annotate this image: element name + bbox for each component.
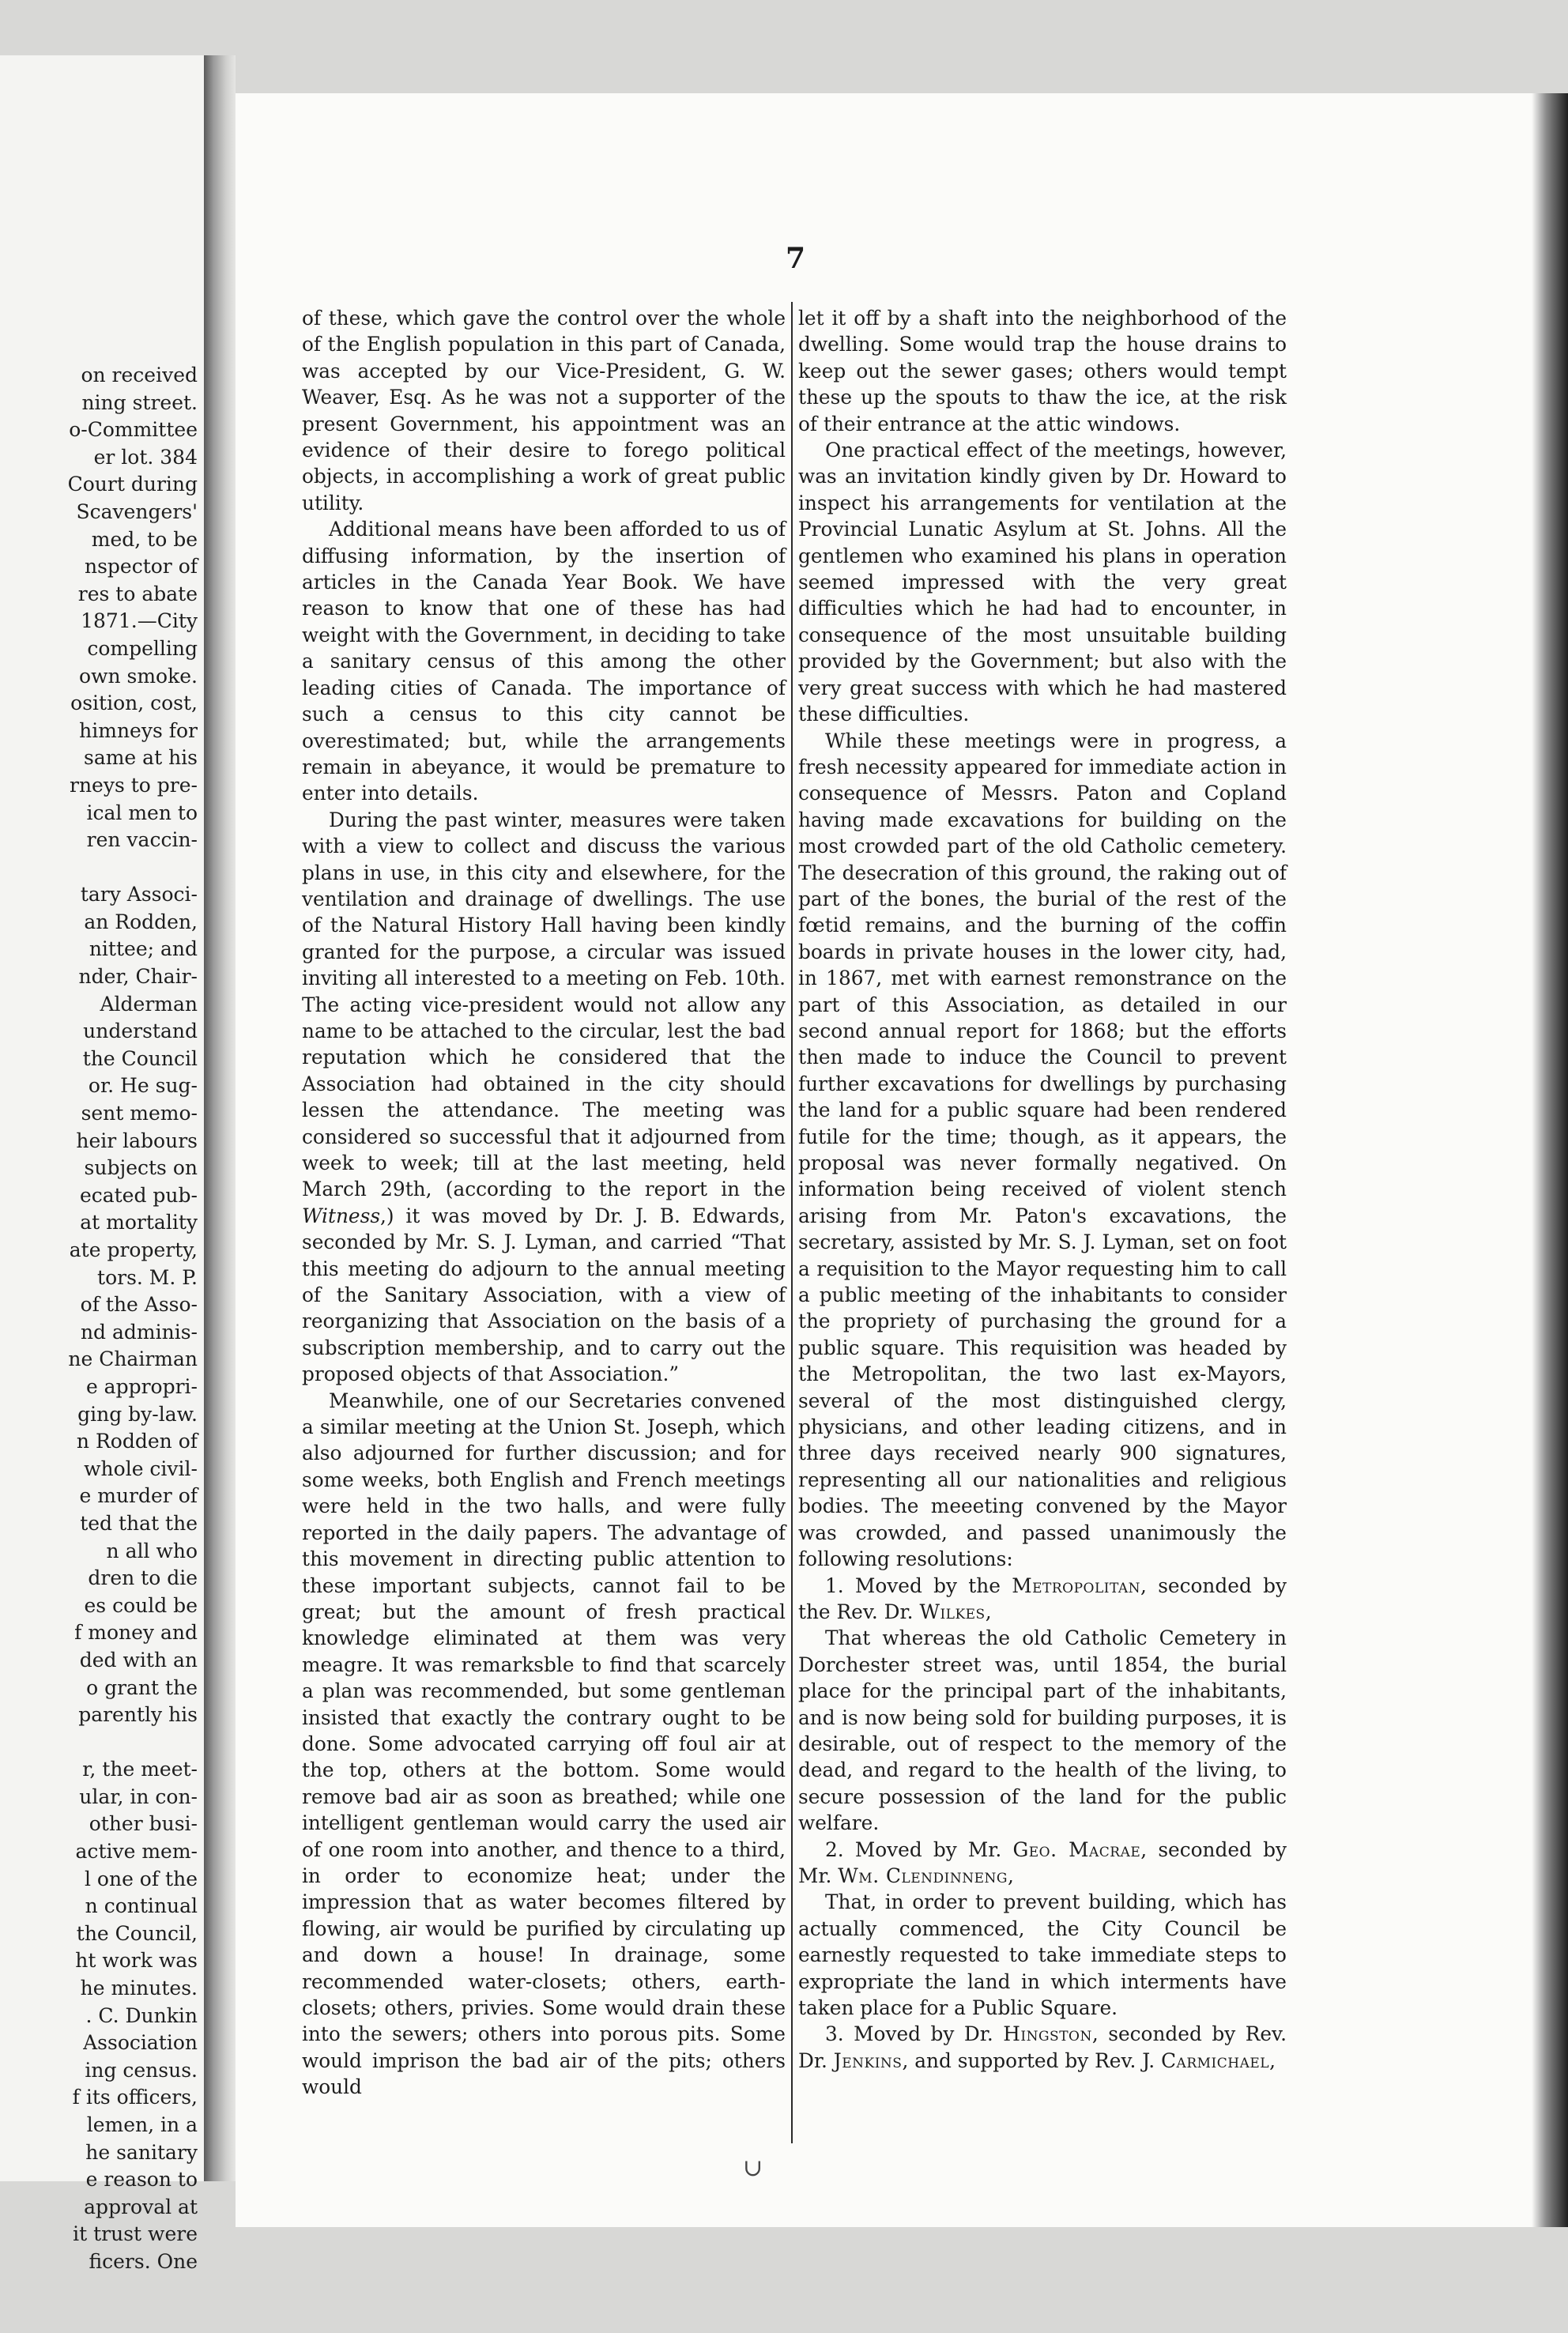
previous-page-line: n all who — [106, 1539, 198, 1562]
right-column — [798, 305, 1287, 2074]
previous-page-line — [0, 854, 198, 882]
previous-page-line: e murder of — [79, 1484, 198, 1508]
previous-page-line: e appropri- — [85, 1374, 198, 1398]
previous-page-line: approval at — [84, 2195, 198, 2218]
previous-page-line: ecated pub- — [79, 1183, 198, 1207]
previous-page-line: nd adminis- — [80, 1320, 198, 1344]
previous-page-line: Association — [83, 2031, 198, 2055]
newspaper-title: Witness — [302, 1204, 381, 1227]
previous-page-line: nspector of — [84, 555, 198, 579]
previous-page-line: ded with an — [79, 1648, 198, 1672]
previous-page-line: ted that the — [80, 1511, 198, 1535]
previous-page-line: osition, cost, — [70, 692, 198, 715]
left-column — [302, 305, 786, 2101]
previous-page-line: ficers. One — [89, 2249, 198, 2273]
previous-page-line: n continual — [85, 1894, 198, 1918]
paragraph: One practical effect of the meetings, however, was an invitation kindly given by Dr. Howard to inspect his arrangements for ventilation at the Provincial Lunatic Asylum at St. Johns. All the gentlemen who examined his plans in operation seemed impressed with the very great difficulties which he had had to encounter, in consequence of the most unsuitable building provided by the Government; but also with the very great success with which he had mastered these difficulties. — [798, 439, 1287, 726]
previous-page-line: the Council, — [76, 1921, 198, 1945]
previous-page-line: f its officers, — [72, 2086, 198, 2109]
previous-page-line: e reason to — [85, 2168, 198, 2192]
previous-page-line: ging by-law. — [77, 1402, 198, 1426]
previous-page-line: active mem- — [75, 1840, 198, 1864]
previous-page-line: ning street. — [81, 390, 198, 414]
previous-page-line: parently his — [78, 1703, 198, 1727]
previous-page-line: tors. M. P. — [97, 1265, 198, 1289]
previous-page-line: o-Committee — [69, 418, 198, 442]
previous-page-line: of the Asso- — [80, 1293, 198, 1317]
previous-page-line: nder, Chair- — [78, 965, 198, 989]
previous-page — [0, 55, 204, 2273]
previous-page-line: ing census. — [85, 2058, 198, 2082]
previous-page-line: subjects on — [84, 1156, 198, 1180]
paragraph: Additional means have been afforded to us of diffusing information, by the insertion of articles in the Canada Year Book. We have reason to know that one of these has had weight with the Government, in deciding to take a sanitary census of this among the other leading cities of Canada. The importance of such a census to this city cannot be overestimated; but, while the arrangements remain in abeyance, it would be premature to enter into details. — [302, 518, 786, 805]
page-edge-shadow — [1532, 93, 1568, 2227]
previous-page-line: Court during — [67, 473, 198, 496]
paragraph: let it off by a shaft into the neighborhood of the dwelling. Some would trap the house drains to keep out the sewer gases; others would tempt these up the spouts to thaw the ice, at the risk of their entrance at the attic windows. — [798, 307, 1287, 435]
previous-page-line: ate property, — [69, 1238, 198, 1261]
previous-page-line: on received — [81, 364, 198, 386]
previous-page-line: ne Chairman — [68, 1347, 198, 1371]
previous-page-line: tary Associ- — [80, 883, 198, 906]
previous-page-line: it trust were — [73, 2222, 198, 2246]
previous-page-line: Alderman — [100, 992, 198, 1016]
previous-page-line: other busi- — [89, 1812, 198, 1836]
previous-page-line: res to abate — [77, 582, 198, 605]
previous-page-line — [0, 1729, 198, 1757]
previous-page-line: . C. Dunkin — [85, 2003, 198, 2027]
resolution-1-text: That whereas the old Catholic Cemetery in Dorchester street was, until 1854, the burial place for the principal part of the inhabitants, and is now being sold for building purposes, it is desirable, out of respect to the memory of the dead, and regard to the health of the living, to secure possession of the land for the public welfare. — [798, 1626, 1287, 1835]
previous-page-line: nittee; and — [89, 937, 198, 961]
previous-page-line: own smoke. — [79, 664, 198, 688]
previous-page-line: l one of the — [84, 1867, 198, 1890]
resolution-1-mover: 1. Moved by the Metropolitan, seconded by the Rev. Dr. Wilkes, — [798, 1574, 1287, 1623]
paragraph: Meanwhile, one of our Secretaries convened a similar meeting at the Union St. Joseph, which also adjourned for further discussion; and for some weeks, both English and French meetings were held in the two halls, and were fully reported in the daily papers. The advantage of this movement in directing public attention to these important subjects, cannot fail to be great; but the amount of fresh practical knowledge eliminated at them was very meagre. It was remarksble to find that scarcely a plan was recommended, but some gentleman insisted that exactly the contrary ought to be done. Some advocated carrying off foul air at the top, others at the bottom. Some would remove bad air as soon as breathed; while one intelligent gentleman would carry the used air of one room into another, and thence to a third, in order to economize heat; under the impression that as water becomes filtered by flowing, air would be purified by circulating up and down a house! In drainage, some recommended water-closets; others, earth-closets; others, privies. Some would drain these into the sewers; others into porous pits. Some would imprison the bad air of the pits; others would — [302, 1389, 786, 2099]
previous-page-line: whole civil- — [84, 1457, 198, 1480]
column-divider — [791, 302, 793, 2143]
previous-page-line: the Council — [82, 1046, 198, 1070]
paragraph: of these, which gave the control over the whole of the English population in this part of Canada, was accepted by our Vice-President, G. W. Weaver, Esq. As he was not a supporter of the present Government, his appointment was an evidence of their desire to forego political objects, in accomplishing a work of great public utility. — [302, 307, 786, 514]
previous-page-line: o grant the — [86, 1675, 198, 1699]
resolution-2-text: That, in order to prevent building, which has actually commenced, the City Council be earnestly requested to take immediate steps to expropriate the land in which interments have taken place for a Public Square. — [798, 1890, 1287, 2019]
previous-page-line: he sanitary — [85, 2140, 198, 2164]
previous-page-line: rneys to pre- — [70, 773, 198, 797]
resolution-3-mover: 3. Moved by Dr. Hingston, seconded by Rev. Dr. Jenkins, and supported by Rev. J. Carmichael, — [798, 2022, 1287, 2072]
previous-page-line: ical men to — [86, 801, 198, 824]
previous-page-line: med, to be — [91, 527, 198, 551]
previous-page-text — [0, 362, 198, 2276]
previous-page-line: r, the meet- — [82, 1758, 198, 1781]
previous-page-line: lemen, in a — [86, 2113, 198, 2136]
previous-page-line: f money and — [74, 1621, 198, 1645]
previous-page-line: ular, in con- — [79, 1785, 198, 1808]
previous-page-line: Scavengers' — [76, 499, 198, 523]
previous-page-line: dren to die — [88, 1566, 198, 1590]
previous-page-line: same at his — [83, 746, 198, 770]
previous-page-line: es could be — [84, 1593, 198, 1617]
book-gutter-shadow — [204, 55, 236, 2181]
previous-page-line: ht work was — [75, 1949, 198, 1973]
previous-page-line: an Rodden, — [84, 910, 198, 933]
previous-page-line: he minutes. — [80, 1977, 198, 2000]
previous-page-line: understand — [83, 1020, 198, 1043]
bottom-ink-mark: ∪ — [743, 2154, 763, 2182]
previous-page-line: at mortality — [80, 1211, 198, 1234]
page-number: 7 — [786, 242, 806, 275]
previous-page-line: or. He sug- — [88, 1074, 198, 1098]
paragraph: During the past winter, measures were taken with a view to collect and discuss the various plans in use, in this city and elsewhere, for the ventilation and drainage of dwellings. The use of the Natural History Hall having been kindly granted for the purpose, a circular was issued inviting all interested to a meeting on Feb. 10th. The acting vice-president would not allow any name to be attached to the circular, lest the bad reputation which he considered that the Association had obtained in the city should lessen the attendance. The meeting was considered so successful that it adjourned from week to week; till at the last meeting, held March 29th, (according to the report in the Witness,) it was moved by Dr. J. B. Edwards, seconded by Mr. S. J. Lyman, and carried “That this meeting do adjourn to the annual meeting of the Sanitary Association, with a view of reorganizing that Association on the basis of a subscription membership, and to carry out the proposed objects of that Association.” — [302, 808, 786, 1386]
resolution-2-mover: 2. Moved by Mr. Geo. Macrae, seconded by Mr. Wm. Clendinneng, — [798, 1837, 1287, 1887]
paragraph: While these meetings were in progress, a fresh necessity appeared for immediate action in consequence of Messrs. Paton and Copland having made excavations for building on the most crowded part of the old Catholic cemetery. The desecration of this ground, the raking out of part of the bones, the burial of the rest of the fœtid remains, and the burning of the coffin boards in private houses in the lower city, had, in 1867, met with earnest remonstrance on the part of this Association, as detailed in our second annual report for 1868; but the efforts then made to induce the Council to prevent further excavations for dwellings by purchasing the land for a public square had been rendered futile for the time; though, as it appears, the proposal was never formally negatived. On information being received of violent stench arising from Mr. Paton's excavations, the secretary, assisted by Mr. S. J. Lyman, set on foot a requisition to the Mayor requesting him to call a public meeting of the inhabitants to consider the propriety of purchasing the ground for a public square. This requisition was headed by the Metropolitan, the two last ex-Mayors, several of the most distinguished clergy, physicians, and other leading citizens, and in three days received nearly 900 signatures, representing all our nationalities and religious bodies. The meeeting convened by the Mayor was crowded, and passed unanimously the following resolutions: — [798, 729, 1287, 1571]
previous-page-line: himneys for — [79, 718, 198, 742]
previous-page-line: n Rodden of — [76, 1430, 198, 1453]
previous-page-line: er lot. 384 — [93, 445, 198, 469]
previous-page-line: 1871.—City — [81, 609, 198, 633]
previous-page-line: ren vaccin- — [86, 828, 198, 852]
previous-page-line: heir labours — [76, 1129, 198, 1152]
previous-page-line: sent memo- — [81, 1102, 198, 1125]
previous-page-line: compelling — [87, 636, 198, 660]
